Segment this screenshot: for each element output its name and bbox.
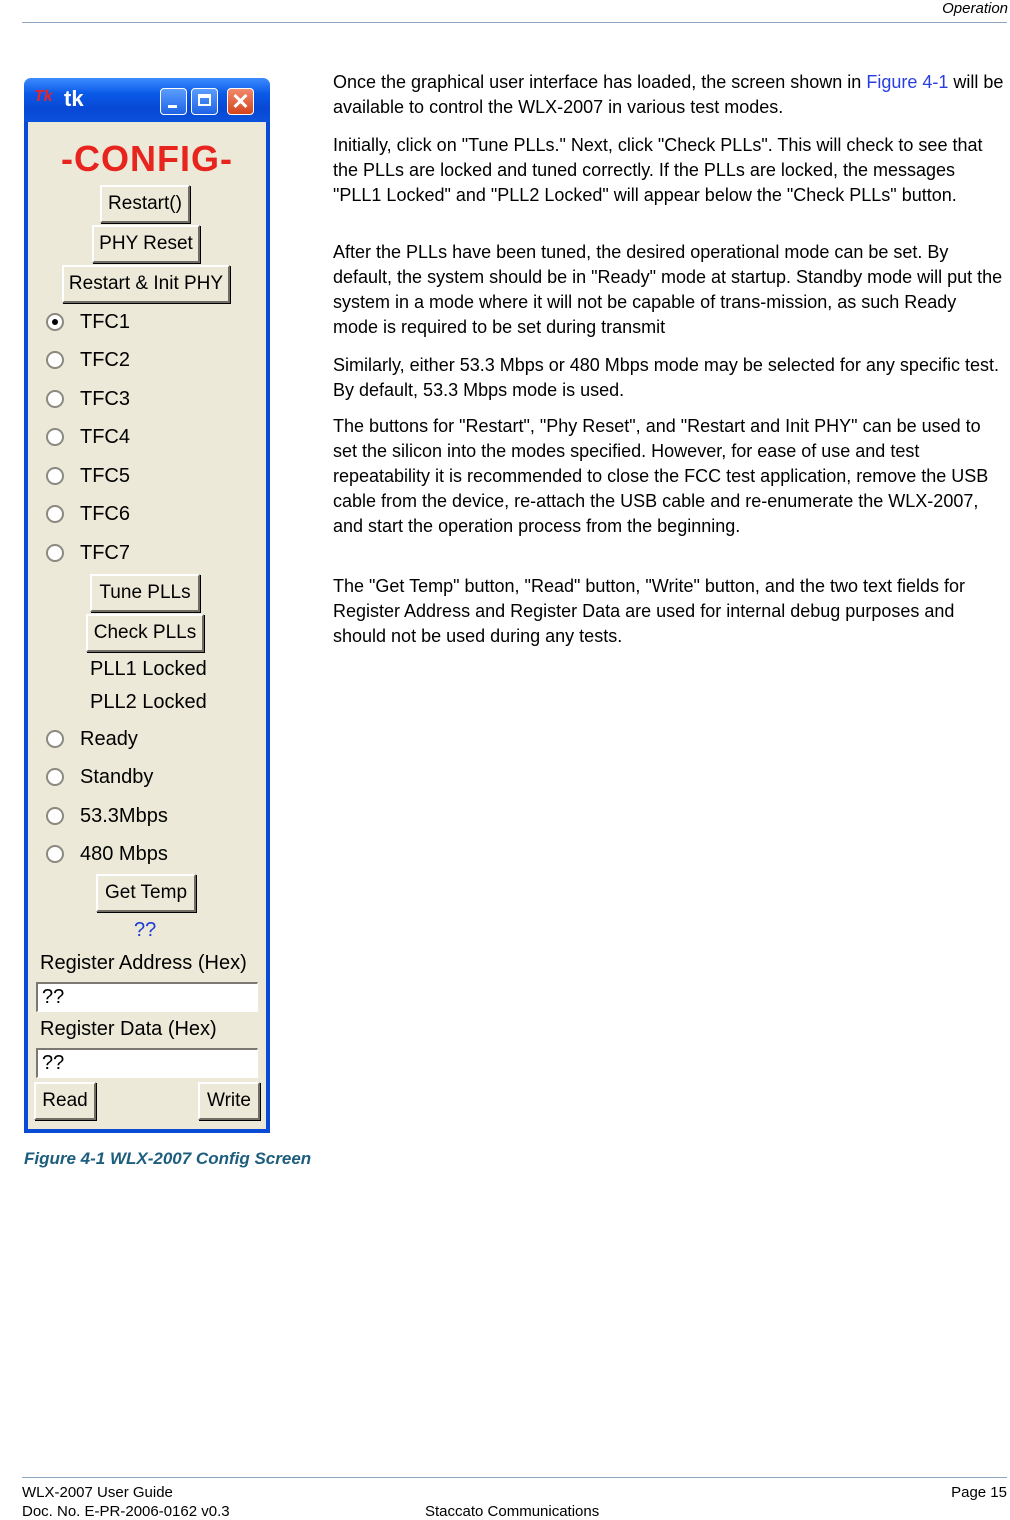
footer-rule [22,1477,1007,1478]
paragraph-intro [333,70,1005,120]
footer-doc-no: Doc. No. E-PR-2006-0162 v0.3 [22,1503,230,1520]
tfc-radio-label: TFC5 [80,465,130,487]
footer-company: Staccato Communications [425,1503,600,1520]
radio-icon [46,730,64,748]
tfc-radio-label: TFC3 [80,388,130,410]
paragraph-debug: The "Get Temp" button, "Read" button, "Write" button, and the two text fields for Register Address and Register Data are used for internal debug purposes and should not be used during any tests. [333,576,966,646]
radio-icon [46,768,64,786]
write-button[interactable]: Write [198,1082,260,1120]
radio-icon [46,467,64,485]
tfc-radio-label: TFC2 [80,349,130,371]
intro-text: Once the graphical user interface has loaded, the screen shown in [333,72,867,92]
radio-icon [46,351,64,369]
radio-icon [46,845,64,863]
window-title-bar[interactable] [24,78,270,122]
mode-radio-label: Ready [80,728,138,750]
tfc-radio-label: TFC1 [80,311,130,333]
paragraph-mode: After the PLLs have been tuned, the desired operational mode can be set. By default, the system should be in "Ready" mode at startup. Standby mode will put the system in a mode where it will not be capable of trans-mission, as such Ready mode is required to be set during transmit [333,242,1003,337]
paragraph-reset: The buttons for "Restart", "Phy Reset", and "Restart and Init PHY" can be used to set the silicon into the modes specified. However, for ease of use and test repeatability it is recommended to close the FCC test application, remove the USB cable from the device, re-attach the USB cable and re-enumerate the WLX-2007, and start the operation process from the beginning. [333,416,989,536]
get-temp-button[interactable]: Get Temp [96,874,196,912]
footer-guide: WLX-2007 User Guide [22,1484,173,1501]
minimize-button[interactable] [160,88,187,115]
check-plls-button[interactable]: Check PLLs [86,614,204,652]
read-button[interactable]: Read [34,1082,96,1120]
radio-selected-icon [46,313,64,331]
radio-icon [46,390,64,408]
running-header: Operation [942,0,1008,17]
mode-radio-label: Standby [80,766,154,788]
temp-value: ?? [134,919,157,941]
radio-icon [46,807,64,825]
register-address-label: Register Address (Hex) [40,952,247,974]
pll2-status: PLL2 Locked [90,691,207,713]
window-client-area [28,122,266,1129]
restart-button[interactable]: Restart() [100,185,190,223]
register-address-input[interactable]: ?? [36,982,258,1012]
paragraph-rate: Similarly, either 53.3 Mbps or 480 Mbps mode may be selected for any specific test. By default, 53.3 Mbps mode is used. [333,355,999,400]
minimize-icon [168,105,177,108]
radio-icon [46,428,64,446]
config-heading: -CONFIG- [61,138,233,179]
rate-radio-label: 480 Mbps [80,843,168,865]
tk-logo-icon: Tk [34,88,53,105]
close-icon: ✕ [231,89,250,114]
maximize-button[interactable] [191,88,218,115]
radio-icon [46,505,64,523]
tfc-radio-label: TFC7 [80,542,130,564]
config-window [24,78,270,1133]
tfc-radio-label: TFC6 [80,503,130,525]
maximize-icon [198,94,211,106]
restart-init-phy-button[interactable]: Restart & Init PHY [62,265,230,303]
header-rule [22,22,1007,23]
rate-radio-label: 53.3Mbps [80,805,168,827]
window-title: tk [64,86,84,111]
figure-caption: Figure 4-1 WLX-2007 Config Screen [24,1149,312,1168]
tune-plls-button[interactable]: Tune PLLs [90,574,200,612]
close-button[interactable] [227,88,254,115]
footer-page: Page 15 [951,1484,1007,1501]
pll1-status: PLL1 Locked [90,658,207,680]
intro-text-cont: will be available to control the WLX-2007 in various test modes. [333,72,1004,117]
figure-link[interactable]: Figure 4-1 [866,72,949,92]
tfc-radio-label: TFC4 [80,426,130,448]
phy-reset-button[interactable]: PHY Reset [92,225,200,263]
register-data-input[interactable]: ?? [36,1048,258,1078]
radio-icon [46,544,64,562]
register-data-label: Register Data (Hex) [40,1018,217,1040]
paragraph-tune: Initially, click on "Tune PLLs." Next, click "Check PLLs". This will check to see that the PLLs are locked and tuned correctly. If the PLLs are locked, the messages "PLL1 Locked" and "PLL2 Locked" will appear below the "Check PLLs" button. [333,135,983,205]
